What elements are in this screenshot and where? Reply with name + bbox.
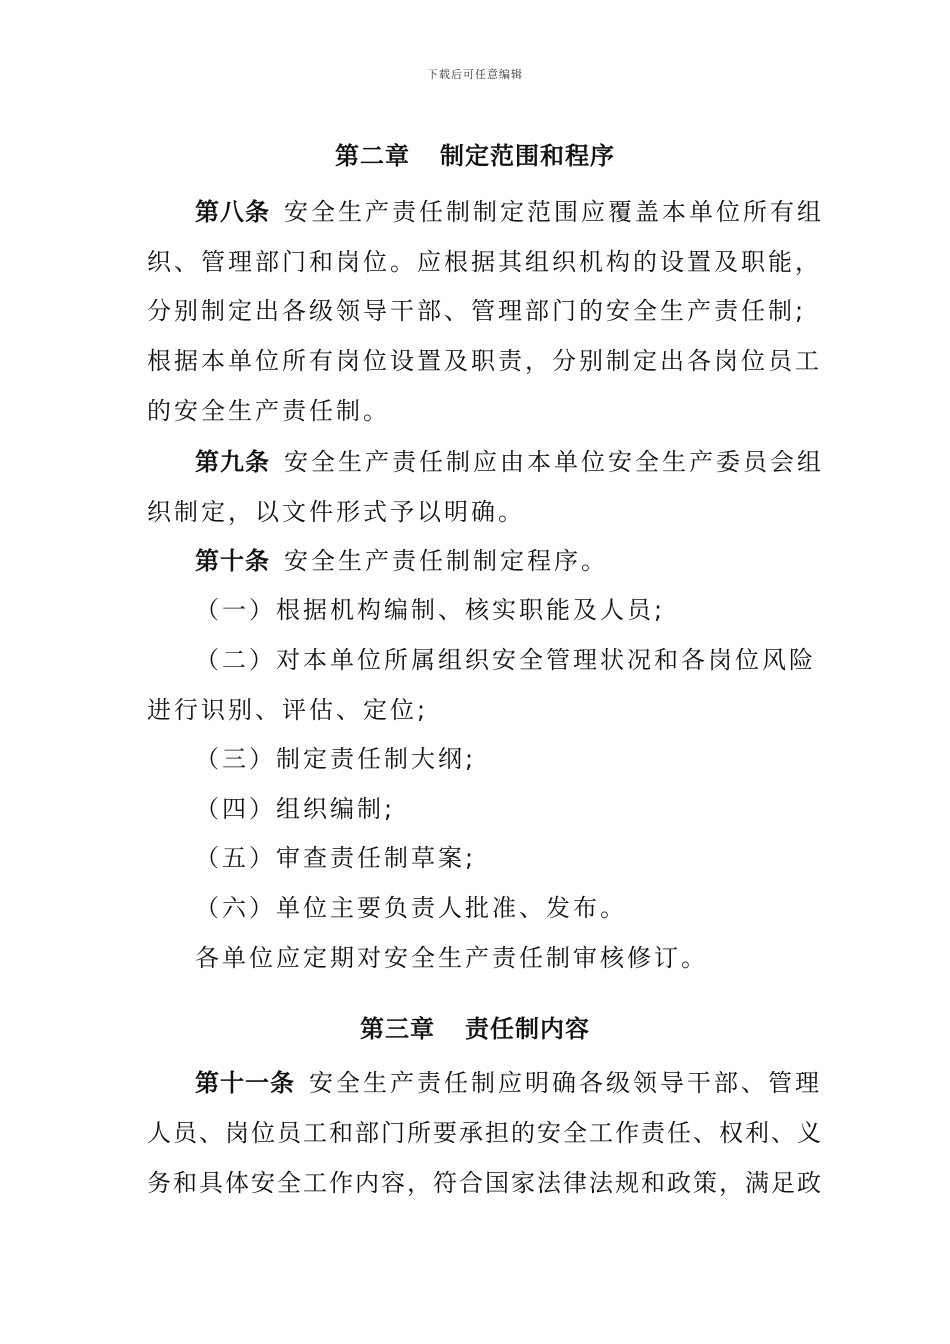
- article-9-first-line: [195, 450, 824, 474]
- article-9-text: 安全生产责任制应由本单位安全生产委员会组: [284, 448, 824, 476]
- procedure-item: （二）对本单位所属组织安全管理状况和各岗位风险: [195, 646, 816, 674]
- article-8-line: 根据本单位所有岗位设置及职责，分别制定出各岗位员工: [147, 347, 822, 375]
- chapter-2-label: 第二章: [335, 142, 410, 170]
- article-10-closing: 各单位应定期对安全生产责任制审核修订。: [195, 944, 708, 972]
- chapter-3-heading: [0, 1009, 950, 1044]
- procedure-item: （四）组织编制;: [195, 795, 396, 823]
- article-8-line: 的安全生产责任制。: [147, 397, 390, 425]
- procedure-item: （五）审查责任制草案;: [195, 844, 477, 872]
- article-11-first-line: [195, 1071, 822, 1095]
- article-11-line: 务和具体安全工作内容，符合国家法律法规和政策，满足政: [147, 1169, 823, 1197]
- page-header: 下载后可任意编辑: [427, 68, 523, 81]
- article-8-label: 第八条: [195, 198, 270, 226]
- article-10-first-line: [195, 549, 608, 573]
- chapter-3-label: 第三章: [360, 1015, 435, 1043]
- procedure-item: （三）制定责任制大纲;: [195, 745, 477, 773]
- article-8-text: 安全生产责任制制定范围应覆盖本单位所有组: [284, 198, 824, 226]
- article-10-label: 第十条: [195, 547, 270, 575]
- chapter-2-heading: [0, 136, 950, 171]
- chapter-3-title: 责任制内容: [465, 1015, 590, 1043]
- article-8-line: 织、管理部门和岗位。应根据其组织机构的设置及职能，: [147, 248, 822, 276]
- article-11-text: 安全生产责任制应明确各级领导干部、管理: [309, 1069, 822, 1097]
- article-8-first-line: [195, 200, 824, 224]
- article-11-label: 第十一条: [195, 1069, 295, 1097]
- chapter-2-title: 制定范围和程序: [440, 142, 615, 170]
- procedure-item: （六）单位主要负责人批准、发布。: [195, 894, 627, 922]
- article-9-label: 第九条: [195, 448, 270, 476]
- article-9-line: 织制定，以文件形式予以明确。: [147, 498, 525, 526]
- article-10-text: 安全生产责任制制定程序。: [284, 547, 608, 575]
- article-11-line: 人员、岗位员工和部门所要承担的安全工作责任、权利、义: [147, 1119, 823, 1147]
- procedure-item-continuation: 进行识别、评估、定位;: [147, 696, 429, 724]
- procedure-item: （一）根据机构编制、核实职能及人员;: [195, 596, 666, 624]
- article-8-line: 分别制定出各级领导干部、管理部门的安全生产责任制;: [147, 297, 807, 325]
